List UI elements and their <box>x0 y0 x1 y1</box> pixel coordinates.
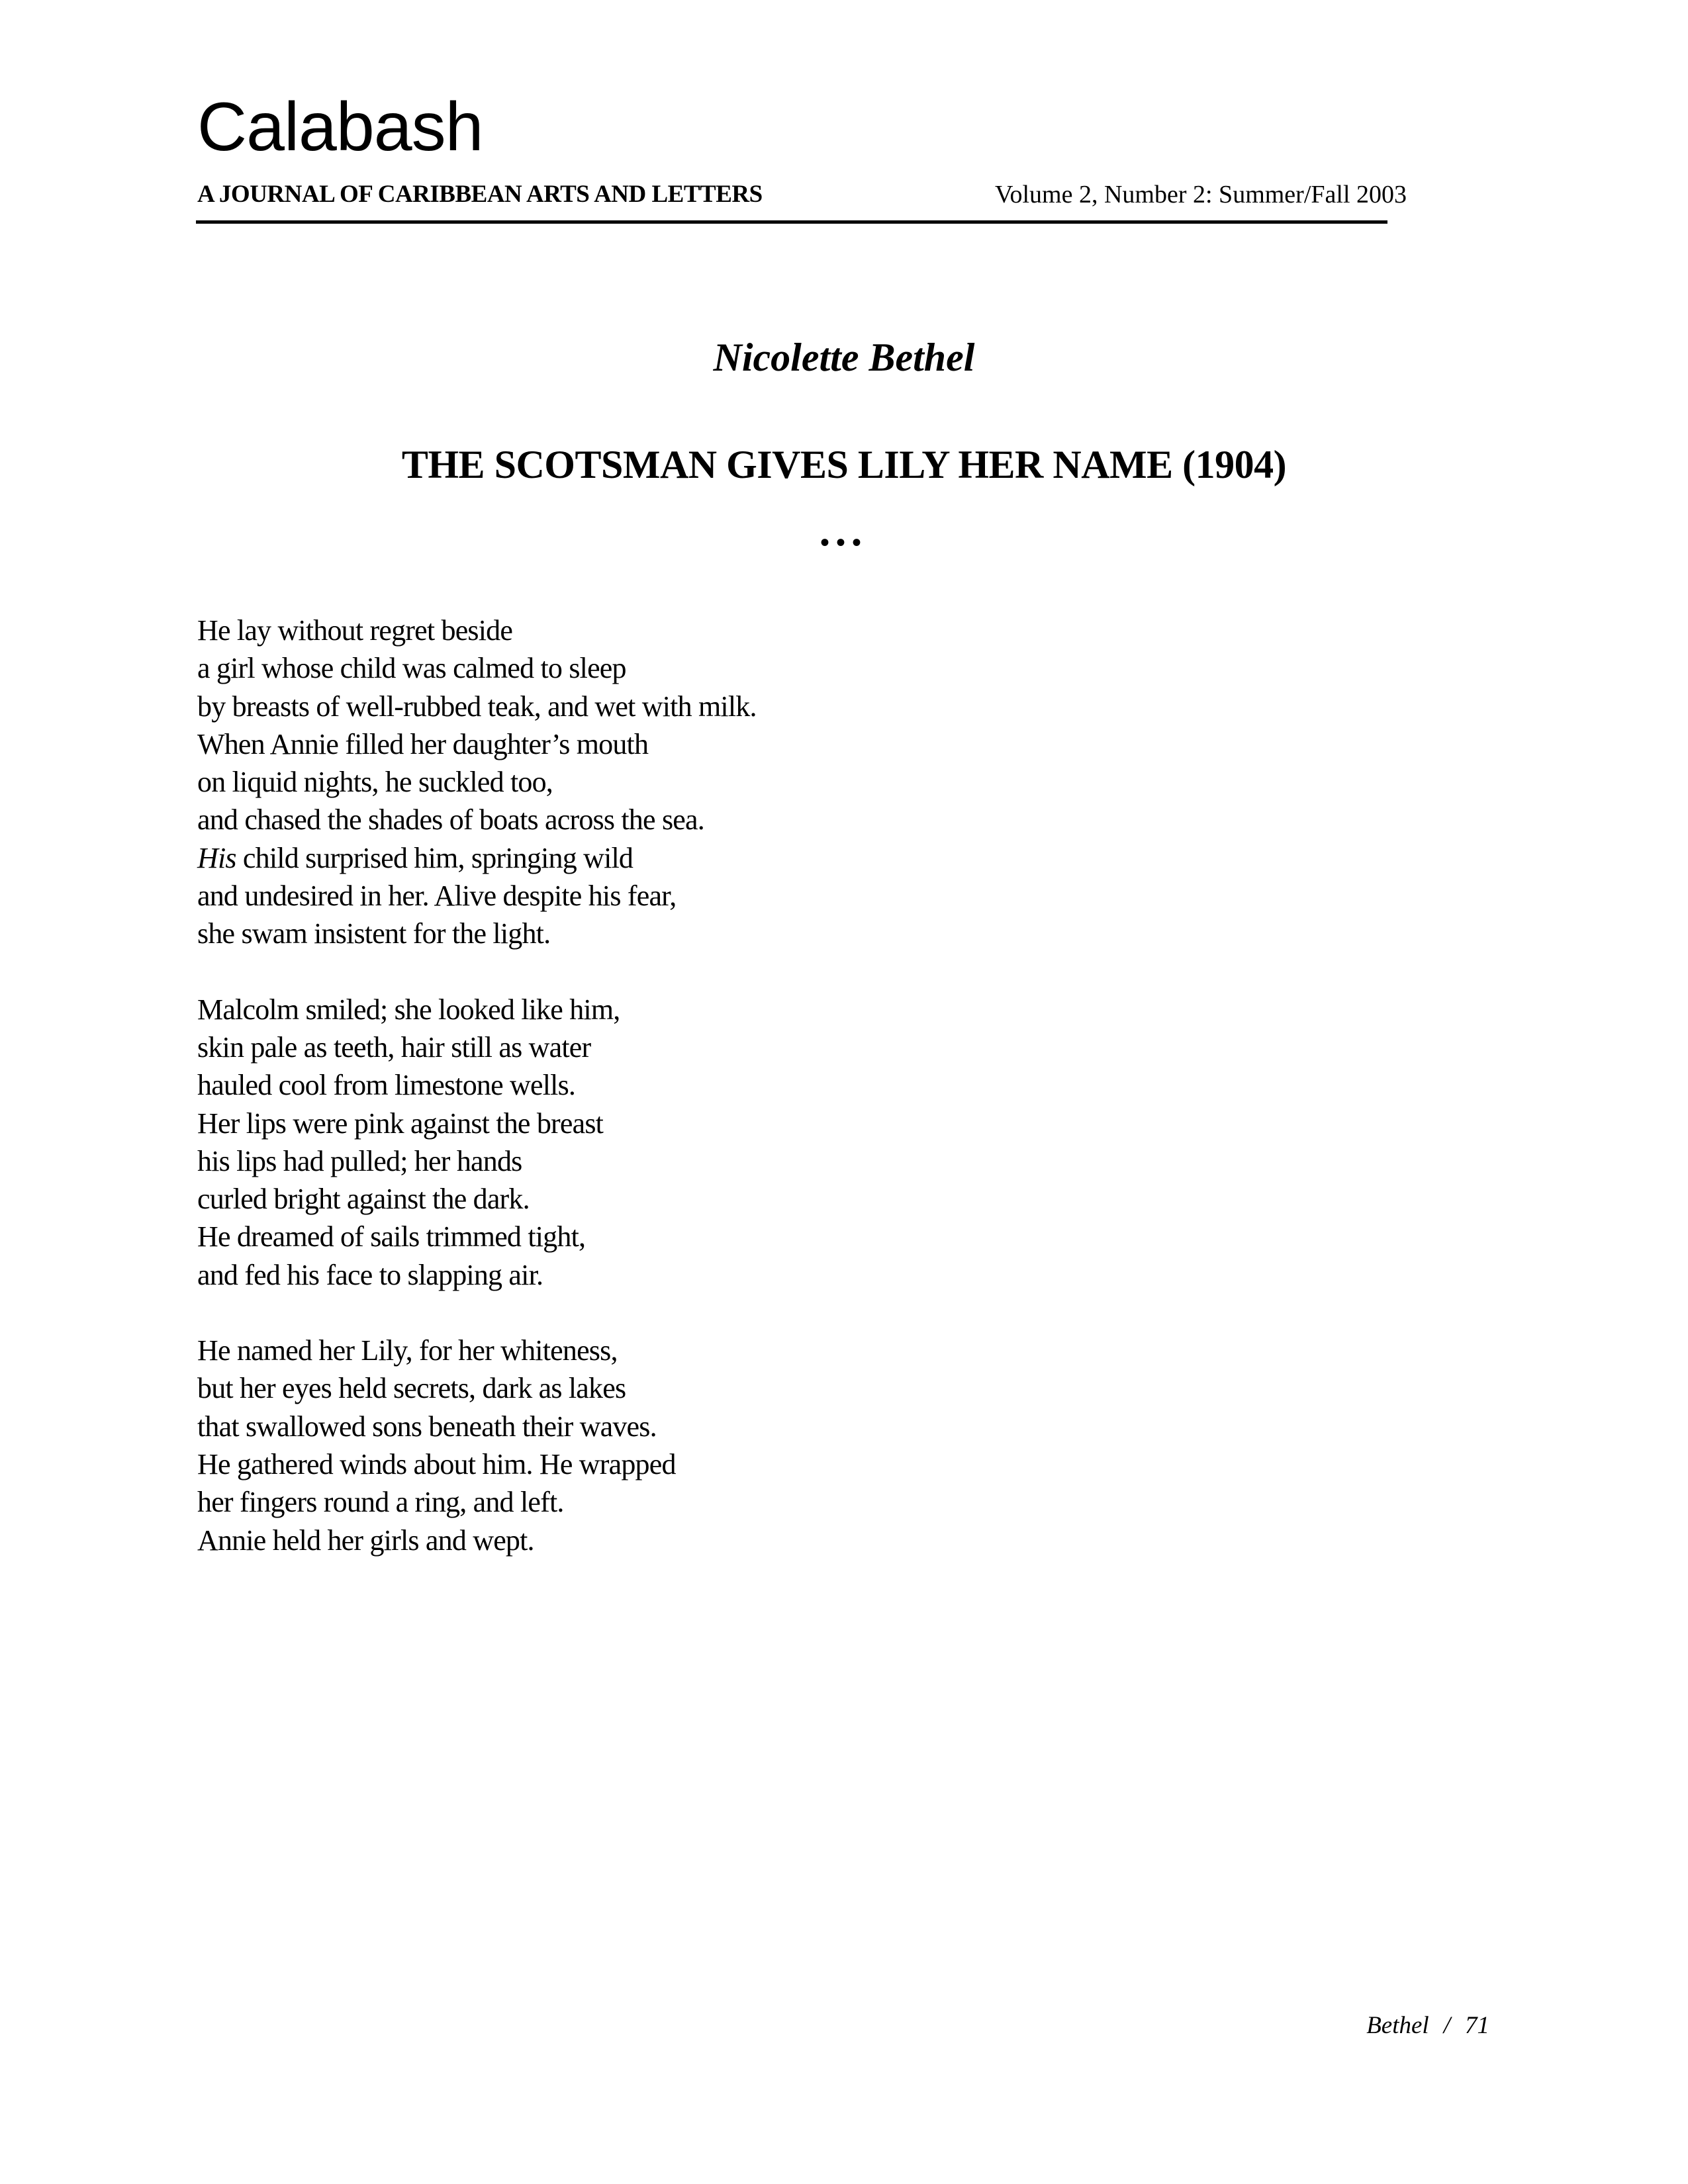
issue-info: Volume 2, Number 2: Summer/Fall 2003 <box>994 181 1407 208</box>
poem-title: THE SCOTSMAN GIVES LILY HER NAME (1904) <box>401 443 1287 486</box>
poem-line: that swallowed sons beneath their waves. <box>197 1410 657 1443</box>
poem-line: Annie held her girls and wept. <box>197 1524 534 1557</box>
journal-subtitle: A JOURNAL OF CARIBBEAN ARTS AND LETTERS <box>197 181 763 208</box>
poem-line: on liquid nights, he suckled too, <box>197 766 553 799</box>
poem-line: and chased the shades of boats across the sea. <box>197 803 704 837</box>
stanza <box>197 612 1256 953</box>
poem-line: hauled cool from limestone wells. <box>197 1069 576 1102</box>
poem-line: He lay without regret beside <box>197 614 513 647</box>
stanza <box>197 1332 1256 1559</box>
journal-name: Calabash <box>197 89 483 165</box>
poem-line: curled bright against the dark. <box>197 1183 530 1216</box>
poem-line <box>197 839 1256 877</box>
poem-line: Her lips were pink against the breast <box>197 1107 604 1140</box>
page-number: 71 <box>1465 2012 1489 2039</box>
footer-separator: / <box>1443 2012 1450 2039</box>
poem-line: his lips had pulled; her hands <box>197 1144 522 1177</box>
page-footer <box>1366 2013 1489 2038</box>
line-text: child surprised him, springing wild <box>236 841 633 874</box>
poem-line: a girl whose child was calmed to sleep <box>197 652 626 685</box>
poem-line: and undesired in her. Alive despite his fear, <box>197 880 677 913</box>
poem-line: and fed his face to slapping air. <box>197 1258 543 1291</box>
poem-line: When Annie filled her daughter’s mouth <box>197 727 649 760</box>
poem-line: but her eyes held secrets, dark as lakes <box>197 1372 626 1405</box>
poem-line: He dreamed of sails trimmed tight, <box>197 1220 586 1253</box>
italic-word: His <box>197 841 236 874</box>
stanza <box>197 991 1256 1294</box>
poem-line: her fingers round a ring, and left. <box>197 1486 564 1519</box>
author-name: Nicolette Bethel <box>713 336 975 379</box>
poem-line: Malcolm smiled; she looked like him, <box>197 993 620 1026</box>
poem-line: He gathered winds about him. He wrapped <box>197 1447 676 1480</box>
header-rule <box>196 220 1387 224</box>
poem-line: He named her Lily, for her whiteness, <box>197 1334 618 1367</box>
poem-line: she swam insistent for the light. <box>197 917 551 950</box>
poem-line: by breasts of well-rubbed teak, and wet with milk. <box>197 690 757 723</box>
section-ornament: ••• <box>820 527 868 557</box>
running-head: Bethel <box>1366 2012 1429 2039</box>
poem-body <box>197 612 1256 1597</box>
poem-line: skin pale as teeth, hair still as water <box>197 1030 591 1064</box>
